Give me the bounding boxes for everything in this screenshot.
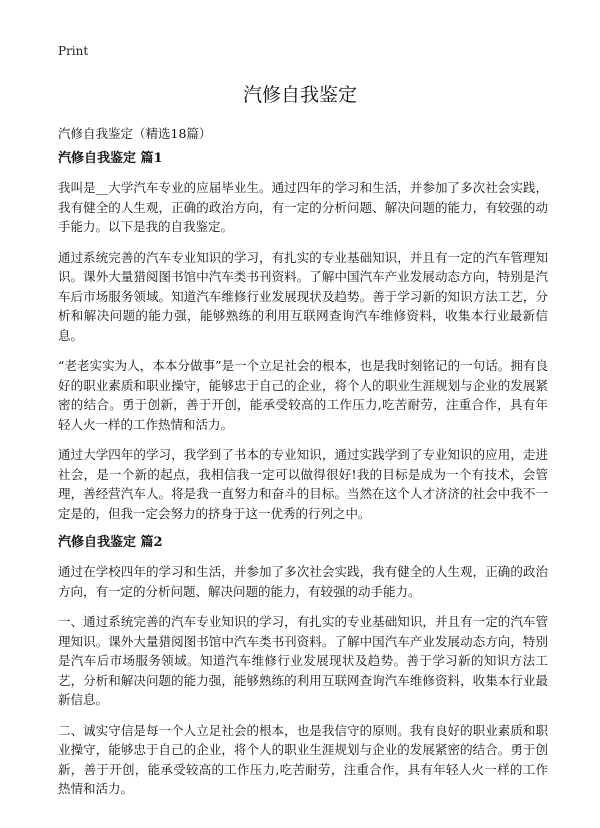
paragraph: 通过大学四年的学习，我学到了书本的专业知识，通过实践学到了专业知识的应用，走进社会，是一个新的起点，我相信我一定可以做得很好!我的目标是成为一个有技术，会管理，善经营汽车人。将是我一直努力和奋斗的目标。当然在这个人才济济的社会中我不一定是的，但我一定会努力的挤身于这一优秀的行列之中。 [58, 447, 548, 521]
section-1 [58, 150, 548, 523]
document-title: 汽修自我鉴定 [242, 84, 357, 106]
paragraph: “老老实实为人，本本分做事”是一个立足社会的根本，也是我时刻铭记的一句话。拥有良好的职业素质和职业操守，能够忠于自己的企业，将个人的职业生涯规划与企业的发展紧密的结合。勇于创新，善于开创，能承受较高的工作压力,吃苦耐劳，注重合作，具有年轻人火一样的工作热情和活力。 [58, 358, 548, 432]
paragraph: 我叫是__大学汽车专业的应届毕业生。通过四年的学习和生活，并参加了多次社会实践，我有健全的人生观，正确的政治方向，有一定的分析问题、解决问题的能力，有较强的动手能力。以下是我的自我鉴定。 [58, 180, 548, 234]
paragraph: 通过在学校四年的学习和生活，并参加了多次社会实践，我有健全的人生观，正确的政治方向，有一定的分析问题、解决问题的能力，有较强的动手能力。 [58, 564, 548, 599]
document-body [58, 150, 548, 810]
paragraph: 一、通过系统完善的汽车专业知识的学习，有扎实的专业基础知识，并且有一定的汽车管理知识。课外大量猎阅图书馆中汽车类书刊资料。了解中国汽车产业发展动态方向，特别是汽车后市场服务领域。知道汽车维修行业发展现状及趋势。善于学习新的知识方法工艺，分析和解决问题的能力强，能够熟练的利用互联网查询汽车维修资料，收集本行业最新信息。 [58, 614, 548, 707]
paragraph: 通过系统完善的汽车专业知识的学习，有扎实的专业基础知识，并且有一定的汽车管理知识。课外大量猎阅图书馆中汽车类书刊资料。了解中国汽车产业发展动态方向，特别是汽车后市场服务领域。知道汽车维修行业发展现状及趋势。善于学习新的知识方法工艺，分析和解决问题的能力强，能够熟练的利用互联网查询汽车维修资料，收集本行业最新信息。 [58, 249, 548, 343]
document-subtitle: 汽修自我鉴定（精选18篇） [58, 126, 212, 141]
section-2 [58, 534, 548, 799]
print-label: Print [58, 44, 89, 58]
paragraph: 二、诚实守信是每一个人立足社会的根本，也是我信守的原则。我有良好的职业素质和职业操守，能够忠于自己的企业，将个人的职业生涯规划与企业的发展紧密的结合。勇于创新，善于开创，能承受较高的工作压力,吃苦耐劳，注重合作，具有年轻人火一样的工作热情和活力。 [58, 722, 548, 796]
section-heading: 汽修自我鉴定 篇1 [58, 151, 163, 166]
section-heading: 汽修自我鉴定 篇2 [58, 535, 163, 550]
